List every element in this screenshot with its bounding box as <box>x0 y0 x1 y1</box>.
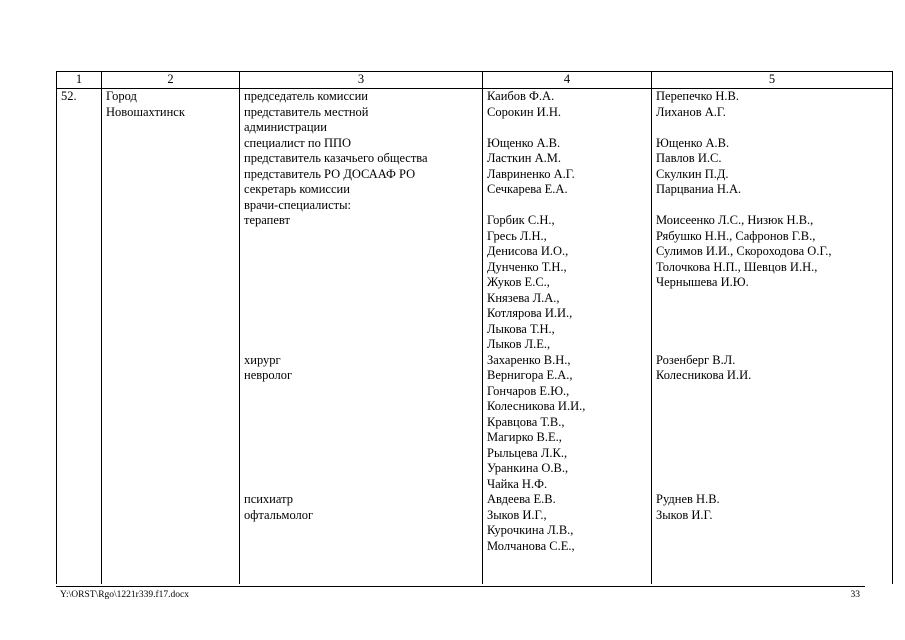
cell-line: Колесникова И.И. <box>656 368 752 382</box>
cell-line: Сулимов И.И., Скороходова О.Г., <box>656 244 832 258</box>
cell-line: Колесникова И.И., <box>487 399 586 413</box>
cell-line <box>656 399 888 415</box>
column-number: 5 <box>652 72 893 89</box>
cell-line: Толочкова Н.П., Шевцов И.Н., <box>656 259 818 274</box>
cell-line <box>487 198 647 214</box>
cell-line: психиатр <box>244 492 293 506</box>
cell-line <box>656 477 888 493</box>
cell-line: Павлов И.С. <box>656 151 722 165</box>
cell-line <box>244 430 478 446</box>
cell-line: Лиханов А.Г. <box>656 104 726 119</box>
cell-line <box>244 260 478 276</box>
cell-line <box>656 337 888 353</box>
row-number: 52. <box>57 89 102 585</box>
footer-file-path: Y:\ORST\Rgo\1221r339.f17.docx <box>60 590 189 600</box>
cell-line <box>244 461 478 477</box>
cell-line: терапевт <box>244 213 290 227</box>
cell-line: Дунченко Т.Н., <box>487 259 567 274</box>
cell-line <box>656 430 888 446</box>
cell-line <box>656 198 888 214</box>
cell-line: Курочкина Л.В., <box>487 523 574 537</box>
column-number-row <box>57 72 893 89</box>
cell-line <box>244 229 478 245</box>
cell-line: Моисеенко Л.С., Низюк Н.В., <box>656 213 814 227</box>
cell-line: Магирко В.Е., <box>487 430 562 444</box>
cell-line: Сорокин И.Н. <box>487 104 561 119</box>
cell-line <box>244 399 478 415</box>
cell-line <box>244 306 478 322</box>
cell-line: Уранкина О.В., <box>487 461 569 475</box>
cell-line: Новошахтинск <box>106 104 185 119</box>
column-number: 3 <box>240 72 483 89</box>
cell-line: Молчанова С.Е., <box>487 538 575 553</box>
cell-line: Князева Л.А., <box>487 290 560 305</box>
city-cell <box>102 89 240 585</box>
cell-line: Жуков Е.С., <box>487 275 550 289</box>
cell-line <box>244 523 478 539</box>
cell-line: Котлярова И.И., <box>487 306 573 320</box>
column-number: 2 <box>102 72 240 89</box>
cell-line: Руднев Н.В. <box>656 492 720 506</box>
cell-line: Скулкин П.Д. <box>656 166 729 181</box>
roles-cell <box>240 89 483 585</box>
cell-line: Парцваниа Н.А. <box>656 182 742 196</box>
cell-line: Гончаров Е.Ю., <box>487 383 570 398</box>
cell-line: Перепечко Н.В. <box>656 89 740 103</box>
column-number: 4 <box>483 72 652 89</box>
cell-line <box>244 322 478 338</box>
cell-line <box>244 384 478 400</box>
cell-line: Город <box>106 89 137 103</box>
cell-line: Ющенко А.В. <box>656 135 730 150</box>
cell-line: Зыков И.Г., <box>487 507 547 522</box>
footer-page-number: 33 <box>850 590 860 600</box>
cell-line <box>244 244 478 260</box>
cell-line <box>244 446 478 462</box>
cell-line <box>656 415 888 431</box>
cell-line: Чернышева И.Ю. <box>656 275 749 289</box>
cell-line: хирург <box>244 352 281 367</box>
members-cell <box>483 89 652 585</box>
cell-line <box>244 477 478 493</box>
cell-line: Сечкарева Е.А. <box>487 182 568 196</box>
cell-line: Рыльцева Л.К., <box>487 445 568 460</box>
cell-line: представитель местной <box>244 104 369 119</box>
cell-line: Авдеева Е.В. <box>487 492 556 506</box>
cell-line <box>244 337 478 353</box>
cell-line: Лыков Л.Е., <box>487 337 551 351</box>
cell-line <box>656 446 888 462</box>
cell-line <box>656 306 888 322</box>
cell-line: администрации <box>244 120 327 134</box>
cell-line <box>656 322 888 338</box>
cell-line: офтальмолог <box>244 507 314 522</box>
cell-line <box>244 415 478 431</box>
cell-line: Чайка Н.Ф. <box>487 476 548 491</box>
cell-line <box>656 120 888 136</box>
cell-line: врачи-специалисты: <box>244 197 351 212</box>
table-row <box>57 89 893 585</box>
cell-line: Лавриненко А.Г. <box>487 166 575 181</box>
document-table <box>56 71 893 584</box>
cell-line <box>656 291 888 307</box>
page-bottom-rule <box>56 586 865 587</box>
cell-line: председатель комиссии <box>244 89 368 103</box>
cell-line: Зыков И.Г. <box>656 507 713 522</box>
cell-line <box>487 120 647 136</box>
column-number: 1 <box>57 72 102 89</box>
cell-line: Кравцова Т.В., <box>487 414 565 429</box>
cell-line: Горбик С.Н., <box>487 213 555 227</box>
cell-line <box>244 275 478 291</box>
cell-line: Денисова И.О., <box>487 244 569 258</box>
cell-line <box>244 291 478 307</box>
reserves-cell <box>652 89 893 585</box>
cell-line <box>656 461 888 477</box>
cell-line: специалист по ППО <box>244 135 352 150</box>
cell-line: невролог <box>244 368 293 382</box>
cell-line: представитель казачьего общества <box>244 151 428 165</box>
cell-line: секретарь комиссии <box>244 182 350 196</box>
cell-line: Розенберг В.Л. <box>656 352 736 367</box>
cell-line: Захаренко В.Н., <box>487 352 571 367</box>
cell-line: Рябушко Н.Н., Сафронов Г.В., <box>656 228 816 243</box>
cell-line: Гресь Л.Н., <box>487 228 547 243</box>
cell-line: представитель РО ДОСААФ РО <box>244 166 416 181</box>
cell-line: Лыкова Т.Н., <box>487 321 555 336</box>
cell-line: Каибов Ф.А. <box>487 89 555 103</box>
cell-line: Ласткин А.М. <box>487 151 562 165</box>
cell-line <box>656 384 888 400</box>
cell-line: Вернигора Е.А., <box>487 368 573 382</box>
cell-line: Ющенко А.В. <box>487 135 561 150</box>
cell-line <box>244 539 478 555</box>
